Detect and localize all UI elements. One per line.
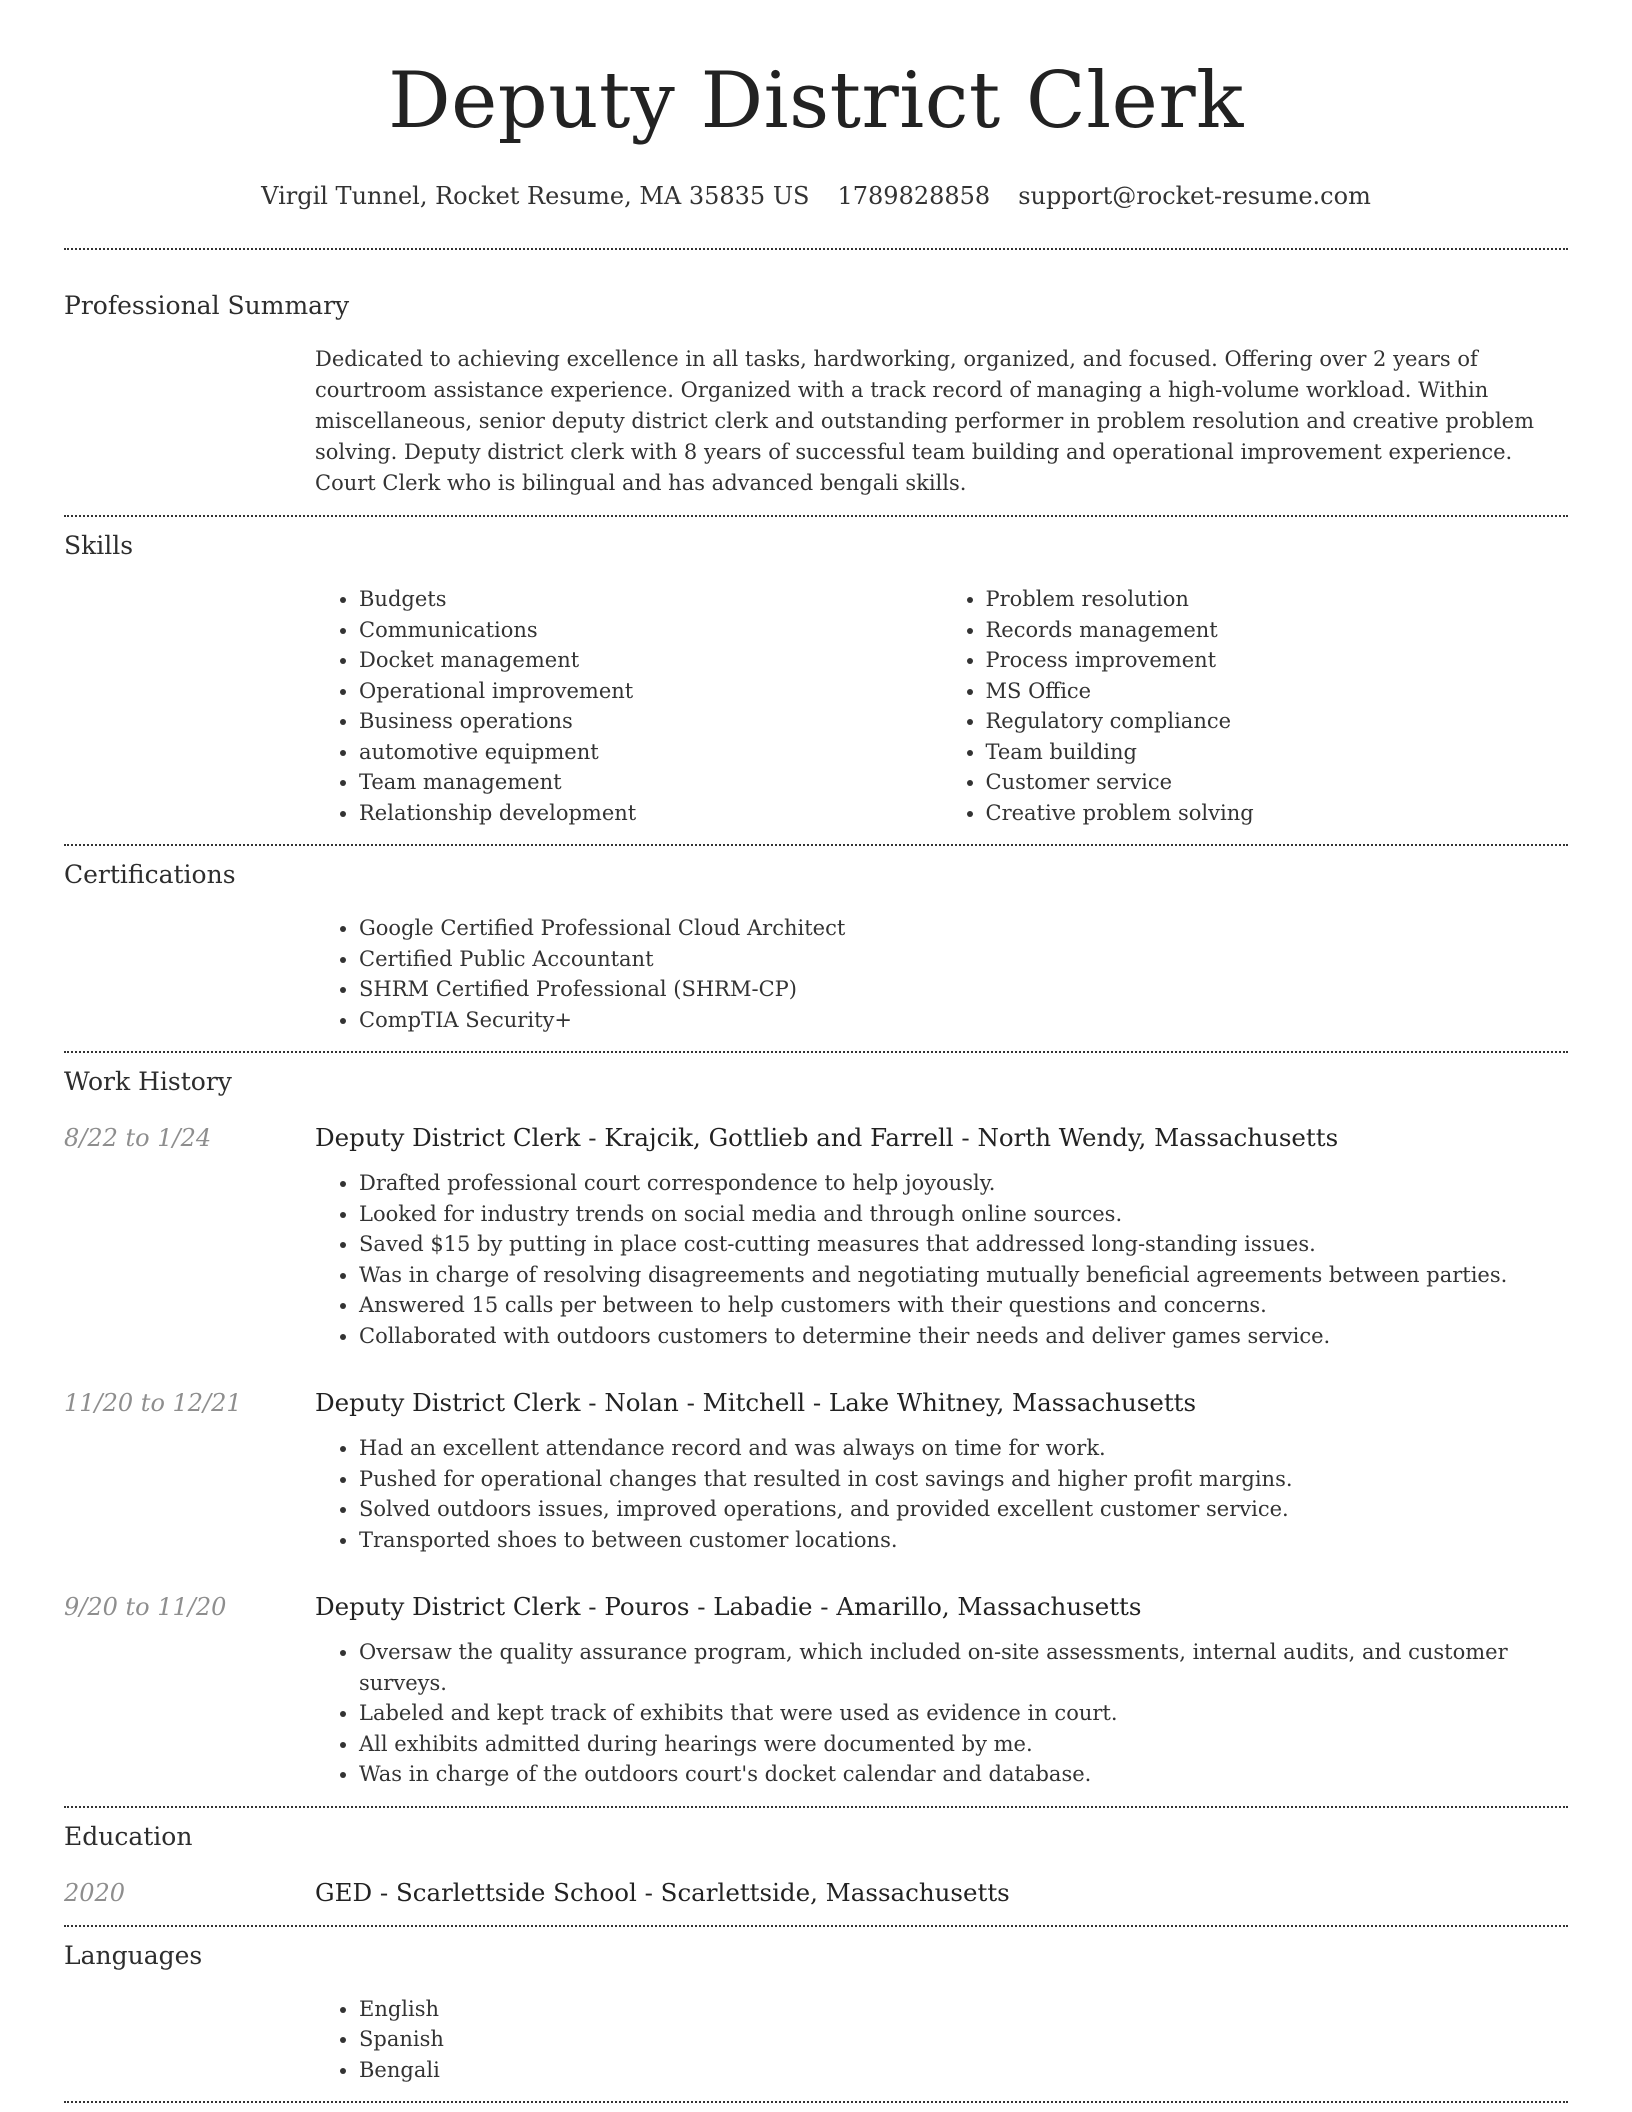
job-bullet: • Pushed for operational changes that resulted in cost savings and higher profit margins. [359, 1464, 1568, 1495]
section-divider [64, 1925, 1568, 1927]
education-heading: Education [64, 1821, 193, 1851]
certifications-heading: Certifications [64, 860, 236, 889]
language-item: • Spanish [359, 2024, 1568, 2055]
job-bullet: • Was in charge of resolving disagreements and negotiating mutually beneficial agreements between parties. [359, 1260, 1568, 1291]
job-bullet: • Oversaw the quality assurance program, which included on-site assessments, internal audits, and customer surveys. [359, 1637, 1568, 1698]
job-bullet: • Drafted professional court correspondence to help joyously. [359, 1168, 1568, 1199]
language-item: • Bengali [359, 2055, 1568, 2086]
contact-email: support@rocket-resume.com [1018, 182, 1371, 210]
job-bullet: • Transported shoes to between customer locations. [359, 1525, 1568, 1556]
skill-item: • Team management [359, 767, 942, 798]
resume-page [64, 0, 1568, 2103]
skill-item: • Regulatory compliance [986, 706, 1569, 737]
summary-heading: Professional Summary [64, 291, 350, 320]
education-date: 2020 [64, 1878, 126, 1907]
section-divider [64, 1806, 1568, 1808]
section-divider [64, 2101, 1568, 2103]
job-bullet: • Saved $15 by putting in place cost-cutting measures that addressed long-standing issues. [359, 1229, 1568, 1260]
skills-column-right [942, 584, 1569, 828]
job-bullet: • Had an excellent attendance record and was always on time for work. [359, 1433, 1568, 1464]
job-bullet: • Answered 15 calls per between to help customers with their questions and concerns. [359, 1290, 1568, 1321]
certifications-bullets [315, 913, 1568, 1035]
skill-item: • Team building [986, 737, 1569, 768]
contact-line [64, 180, 1568, 212]
job-title: Deputy District Clerk - Pouros - Labadie - Amarillo, Massachusetts [315, 1592, 1142, 1621]
language-item: • English [359, 1994, 1568, 2025]
work-history-heading: Work History [64, 1067, 232, 1096]
job-bullet: • Solved outdoors issues, improved operations, and provided excellent customer service. [359, 1494, 1568, 1525]
skill-item: • Business operations [359, 706, 942, 737]
job-entry [64, 1591, 1568, 1790]
skill-item: • Docket management [359, 645, 942, 676]
certification-item: • CompTIA Security+ [359, 1005, 1568, 1036]
skill-item: • MS Office [986, 676, 1569, 707]
job-bullets [315, 1433, 1568, 1555]
languages-section [64, 1940, 1568, 2086]
summary-section [64, 290, 1568, 499]
section-divider [64, 844, 1568, 846]
skill-item: • Relationship development [359, 798, 942, 829]
section-divider [64, 1051, 1568, 1053]
skills-list [315, 584, 1568, 828]
job-date: 9/20 to 11/20 [64, 1593, 227, 1621]
languages-bullets [315, 1994, 1568, 2086]
languages-list [315, 1994, 1568, 2086]
education-title: GED - Scarlettside School - Scarlettside, Massachusetts [315, 1877, 1010, 1907]
job-bullets [315, 1168, 1568, 1351]
skill-item: • Customer service [986, 767, 1569, 798]
skill-item: • Problem resolution [986, 584, 1569, 615]
skill-item: • Process improvement [986, 645, 1569, 676]
skill-item: • Operational improvement [359, 676, 942, 707]
skill-item: • automotive equipment [359, 737, 942, 768]
job-bullet: • All exhibits admitted during hearings were documented by me. [359, 1729, 1568, 1760]
contact-address: Virgil Tunnel, Rocket Resume, MA 35835 US [261, 182, 810, 210]
certification-item: • Certified Public Accountant [359, 944, 1568, 975]
certifications-section [64, 859, 1568, 1035]
skill-item: • Budgets [359, 584, 942, 615]
section-divider [64, 248, 1568, 250]
job-date: 8/22 to 1/24 [64, 1124, 212, 1152]
contact-phone: 1789828858 [837, 182, 991, 210]
job-title: Deputy District Clerk - Nolan - Mitchell - Lake Whitney, Massachusetts [315, 1388, 1197, 1417]
job-entry [64, 1122, 1568, 1351]
certifications-list [315, 913, 1568, 1035]
job-bullet: • Collaborated with outdoors customers to determine their needs and deliver games service. [359, 1321, 1568, 1352]
certification-item: • SHRM Certified Professional (SHRM-CP) [359, 974, 1568, 1005]
job-date: 11/20 to 12/21 [64, 1389, 242, 1417]
skill-item: • Records management [986, 615, 1569, 646]
job-entry [64, 1387, 1568, 1555]
summary-text: Dedicated to achieving excellence in all tasks, hardworking, organized, and focused. Offering over 2 years of courtroom assistance experience. Organized with a track record of managing a high-volume workload. Within miscellaneous, senior deputy district clerk and outstanding performer in problem resolution and creative problem solving. Deputy district clerk with 8 years of successful team building and operational improvement experience. Court Clerk who is bilingual and has advanced bengali skills. [315, 347, 1535, 495]
skill-item: • Creative problem solving [986, 798, 1569, 829]
resume-name: Deputy District Clerk [388, 56, 1244, 146]
job-bullet: • Labeled and kept track of exhibits that were used as evidence in court. [359, 1698, 1568, 1729]
certification-item: • Google Certified Professional Cloud Architect [359, 913, 1568, 944]
job-title: Deputy District Clerk - Krajcik, Gottlieb and Farrell - North Wendy, Massachusetts [315, 1123, 1339, 1152]
work-history-section [64, 1066, 1568, 1790]
job-duties [315, 1637, 1568, 1790]
job-duties [315, 1433, 1568, 1555]
education-section [64, 1821, 1568, 1909]
skill-item: • Communications [359, 615, 942, 646]
skills-heading: Skills [64, 531, 134, 560]
section-divider [64, 515, 1568, 517]
skills-section [64, 530, 1568, 828]
education-entry [64, 1877, 1568, 1909]
skills-column-left [315, 584, 942, 828]
job-bullet: • Was in charge of the outdoors court's docket calendar and database. [359, 1759, 1568, 1790]
job-duties [315, 1168, 1568, 1351]
job-bullet: • Looked for industry trends on social media and through online sources. [359, 1199, 1568, 1230]
job-bullets [315, 1637, 1568, 1790]
languages-heading: Languages [64, 1940, 203, 1970]
